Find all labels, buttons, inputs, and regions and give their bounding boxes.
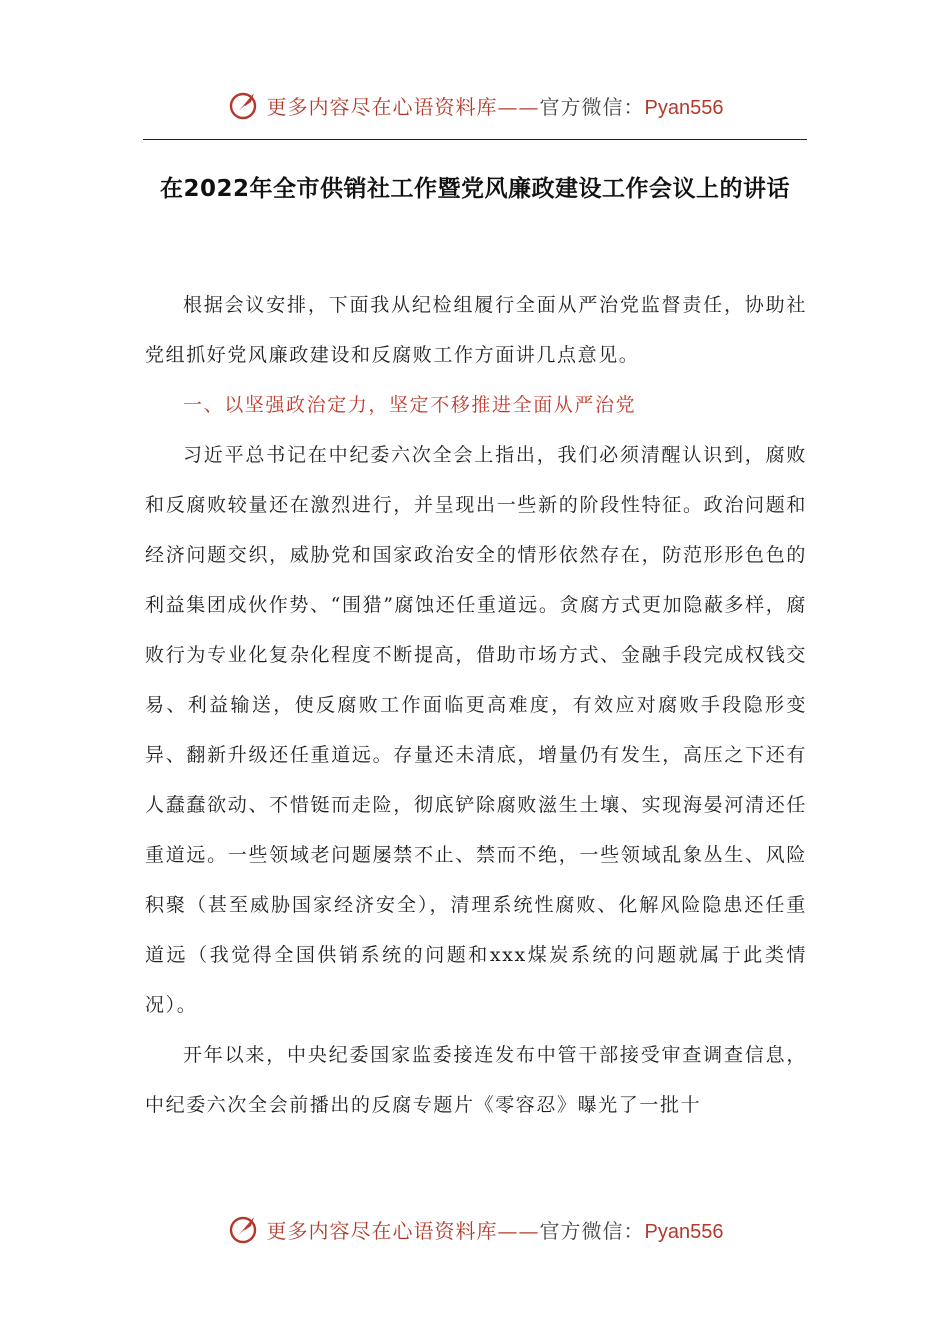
official-label: 官方微信： xyxy=(539,94,645,119)
document-title: 在2022年全市供销社工作暨党风廉政建设工作会议上的讲话 xyxy=(159,176,790,202)
banner-dash: —— xyxy=(497,1218,540,1243)
paragraph-corruption-situation: 习近平总书记在中纪委六次全会上指出，我们必须清醒认识到，腐败和反腐败较量还在激烈进行，并呈现出一些新的阶段性特征。政治问题和经济问题交织，威胁党和国家政治安全的情形依然存在，防范形形色色的利益集团成伙作势、“围猎”腐蚀还任重道远。贪腐方式更加隐蔽多样，腐败行为专业化复杂化程度不断提高，借助市场方式、金融手段完成权钱交易、利益输送，使反腐败工作面临更高难度，有效应对腐败手段隐形变异、翻新升级还任重道远。存量还未清底，增量仍有发生，高压之下还有人蠢蠢欲动、不惜铤而走险，彻底铲除腐败滋生土壤、实现海晏河清还任重道远。一些领域老问题屡禁不止、禁而不绝，一些领域乱象丛生、风险积聚（甚至威胁国家经济安全），清理系统性腐败、化解风险隐患还任重道远（我觉得全国供销系统的问题和xxx煤炭系统的问题就属于此类情况）。 xyxy=(145,444,807,1016)
paragraph-intro: 根据会议安排，下面我从纪检组履行全面从严治党监督责任，协助社党组抓好党风廉政建设和反腐败工作方面讲几点意见。 xyxy=(145,294,807,366)
quill-pen-circle-icon xyxy=(227,88,261,122)
header-banner xyxy=(0,83,950,127)
document-body xyxy=(145,280,807,1130)
wechat-id: Pyan556 xyxy=(644,96,724,119)
section-heading-1: 一、以坚强政治定力，坚定不移推进全面从严治党 xyxy=(183,394,637,416)
banner-text xyxy=(267,1215,724,1244)
official-label: 官方微信： xyxy=(539,1218,645,1243)
wechat-id: Pyan556 xyxy=(644,1220,724,1243)
footer-banner xyxy=(0,1207,950,1251)
paragraph-since-new-year: 开年以来，中央纪委国家监委接连发布中管干部接受审查调查信息，中纪委六次全会前播出的反腐专题片《零容忍》曝光了一批十 xyxy=(145,1044,807,1116)
brand-text: 更多内容尽在心语资料库 xyxy=(266,1218,498,1243)
banner-text xyxy=(267,91,724,120)
brand-text: 更多内容尽在心语资料库 xyxy=(266,94,498,119)
banner-dash: —— xyxy=(497,94,540,119)
header-divider xyxy=(143,139,807,140)
quill-pen-circle-icon xyxy=(227,1212,261,1246)
